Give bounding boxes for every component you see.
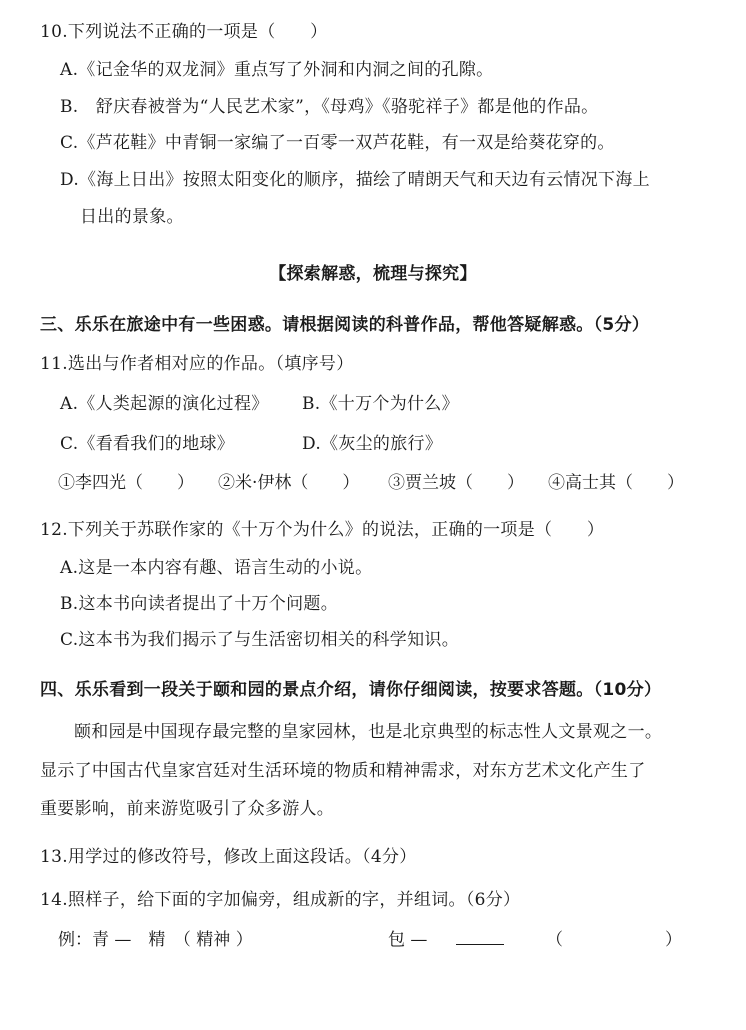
q12-option-c: C.这本书为我们揭示了与生活密切相关的科学知识。 <box>60 630 460 650</box>
q11-match-1: ①李四光（ ） <box>58 473 194 493</box>
q11-option-d: D.《灰尘的旅行》 <box>302 434 443 454</box>
q11-stem: 11.选出与作者相对应的作品。（填序号） <box>40 354 354 374</box>
q11-match-4: ④高士其（ ） <box>548 473 684 493</box>
q13-stem: 13.用学过的修改符号，修改上面这段话。（4分） <box>40 847 417 867</box>
q11-option-c: C.《看看我们的地球》 <box>60 434 235 454</box>
q14-fill-row <box>58 927 698 953</box>
q11-match-2: ②米·伊林（ ） <box>218 473 360 493</box>
q10-stem: 10.下列说法不正确的一项是（ ） <box>40 22 328 42</box>
q12-stem: 12.下列关于苏联作家的《十万个为什么》的说法，正确的一项是（ ） <box>40 520 605 540</box>
part4-title: 四、乐乐看到一段关于颐和园的景点介绍，请你仔细阅读，按要求答题。（10分） <box>40 680 662 700</box>
q14-answer-blank[interactable] <box>456 927 504 953</box>
q12-option-a: A.这是一本内容有趣、语言生动的小说。 <box>60 558 373 578</box>
q11-match-row <box>58 470 698 496</box>
passage-line-3: 重要影响，前来游览吸引了众多游人。 <box>40 799 335 819</box>
q10-option-a: A.《记金华的双龙洞》重点写了外洞和内洞之间的孔隙。 <box>60 60 494 80</box>
q11-option-a: A.《人类起源的演化过程》 <box>60 394 269 414</box>
q12-option-b: B.这本书向读者提出了十万个问题。 <box>60 594 338 614</box>
q10-option-b: B. 舒庆春被誉为“人民艺术家”，《母鸡》《骆驼祥子》都是他的作品。 <box>60 97 599 117</box>
q14-stem: 14.照样子，给下面的字加偏旁，组成新的字，并组词。（6分） <box>40 890 521 910</box>
q10-option-d-line2: 日出的景象。 <box>80 207 184 227</box>
q11-match-3: ③贾兰坡（ ） <box>388 473 524 493</box>
passage-line-1: 颐和园是中国现存最完整的皇家园林，也是北京典型的标志性人文景观之一。 <box>74 722 663 742</box>
q14-example: 例：青 — 精 （ 精神 ） <box>58 930 253 950</box>
q14-task-char: 包 — <box>388 930 428 950</box>
section-heading: 【探索解惑，梳理与探究】 <box>269 264 477 284</box>
part3-title: 三、乐乐在旅途中有一些困惑。请根据阅读的科普作品，帮他答疑解惑。（5分） <box>40 315 650 335</box>
q10-option-d-line1: D.《海上日出》按照太阳变化的顺序，描绘了晴朗天气和天边有云情况下海上 <box>60 170 650 190</box>
passage-line-2: 显示了中国古代皇家宫廷对生活环境的物质和精神需求，对东方艺术文化产生了 <box>40 761 646 781</box>
q14-answer-paren[interactable]: （ ） <box>546 930 682 950</box>
q10-option-c: C.《芦花鞋》中青铜一家编了一百零一双芦花鞋，有一双是给葵花穿的。 <box>60 133 615 153</box>
q11-option-b: B.《十万个为什么》 <box>302 394 459 414</box>
